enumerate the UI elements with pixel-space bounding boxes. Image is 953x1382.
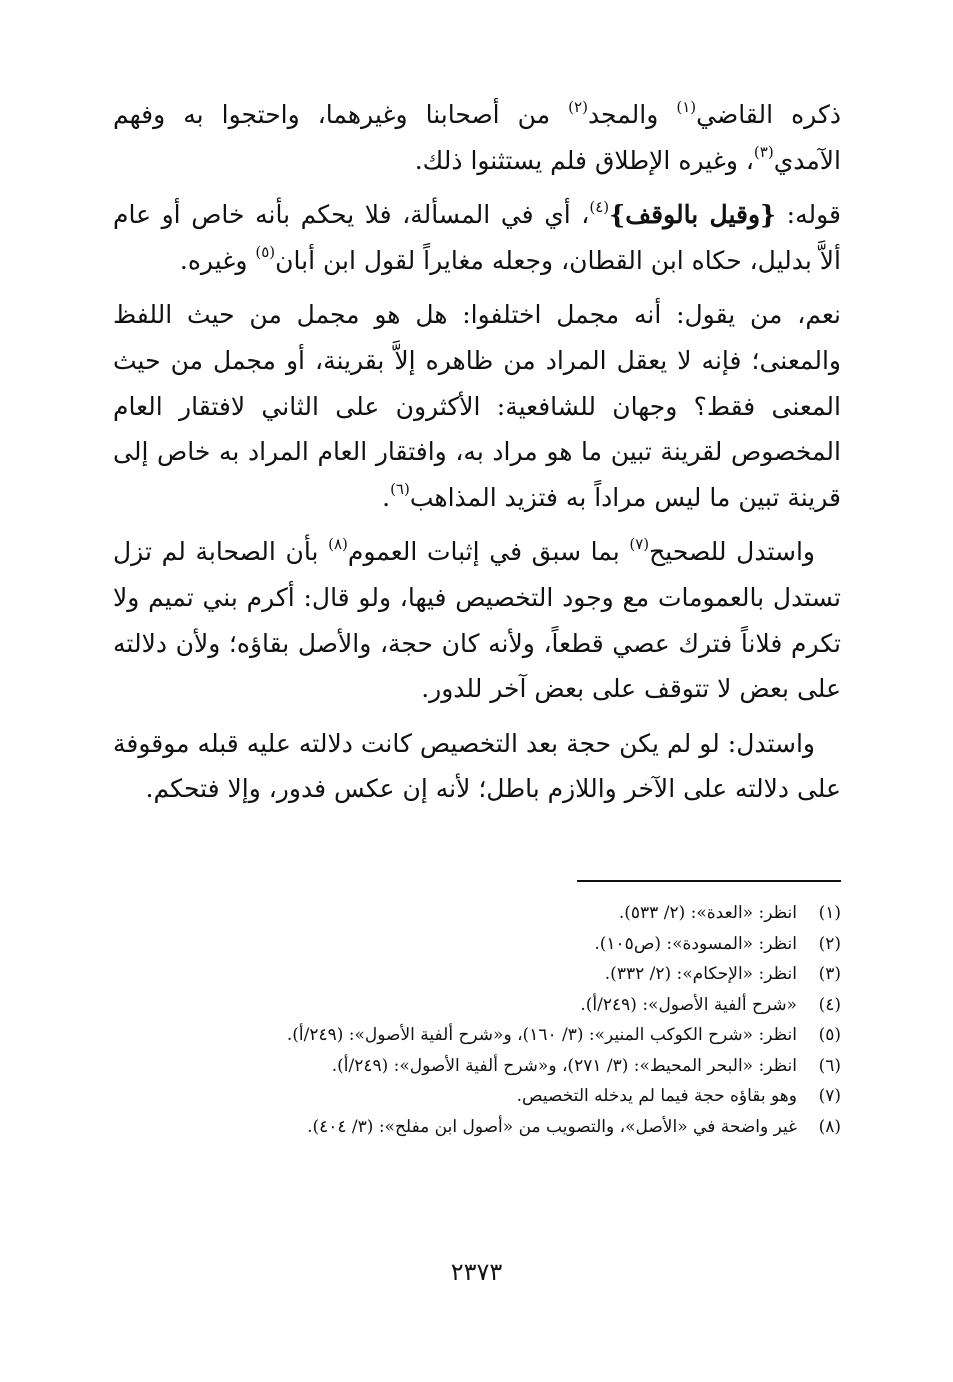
footnote bbox=[113, 1020, 841, 1051]
footnote-text: «شرح ألفية الأصول»: (٢٤٩/أ). bbox=[580, 994, 797, 1015]
footnote-text: انظر: «الإحكام»: (٢/ ٣٣٢). bbox=[604, 964, 797, 984]
footnote-text: انظر: «العدة»: (٢/ ٥٣٣). bbox=[618, 903, 797, 923]
paragraph-5: واستدل: لو لم يكن حجة بعد التخصيص كانت دلالته عليه قبله موقوفة على دلالته على الآخر واللازم باطل؛ لأنه إن عكس فدور، وإلا فتحكم. bbox=[113, 728, 841, 804]
footnote-number: (٥) bbox=[818, 1025, 841, 1045]
footnote-number: (٤) bbox=[818, 994, 841, 1015]
footnote bbox=[113, 1112, 841, 1143]
footnote-ref-7: (٧) bbox=[629, 535, 650, 554]
paragraph-3: نعم، من يقول: أنه مجمل اختلفوا: هل هو مجمل من حيث اللفظ والمعنى؛ فإنه لا يعقل المراد من ظاهره إلاَّ بقرينة، أو مجمل من حيث المعنى فقط؟ وجهان للشافعية: الأكثرون على الثاني لافتقار العام المخصوص لقرينة تبين ما هو مراد به، وافتقار العام المراد به خاص إلى قرينة تبين ما ليس مراداً به فتزيد المذاهب$^{(٦)}$. bbox=[113, 300, 841, 512]
main-text bbox=[113, 92, 841, 821]
footnote-text: غير واضحة في «الأصل»، والتصويب من «أصول ابن مفلح»: (٣/ ٤٠٤). bbox=[307, 1116, 797, 1137]
footnote-number: (٣) bbox=[818, 964, 841, 984]
footnote-ref-4: (٤) bbox=[589, 197, 610, 216]
footnotes bbox=[113, 898, 841, 1142]
footnote bbox=[113, 898, 841, 929]
footnote-text: انظر: «شرح الكوكب المنير»: (٣/ ١٦٠)، و«شرح ألفية الأصول»: (٢٤٩/أ). bbox=[286, 1025, 797, 1045]
footnote bbox=[113, 959, 841, 990]
footnote-text: انظر: «المسودة»: (ص١٠٥). bbox=[594, 933, 797, 954]
footnote bbox=[113, 1081, 841, 1112]
footnote-number: (١) bbox=[818, 903, 841, 923]
footnote-ref-1: (١) bbox=[676, 97, 697, 116]
footnote-ref-6: (٦) bbox=[390, 480, 410, 499]
footnote-number: (٧) bbox=[818, 1086, 841, 1106]
footnote-number: (٢) bbox=[818, 933, 841, 954]
footnote-separator bbox=[577, 880, 841, 882]
footnote-ref-2: (٢) bbox=[568, 97, 588, 116]
footnote-ref-5: (٥) bbox=[255, 243, 276, 262]
footnote-ref-8: (٨) bbox=[328, 535, 348, 554]
paragraph-2: قوله: {وقيل بالوقف}$^{(٤)}$، أي في المسألة، فلا يحكم بأنه خاص أو عام ألاَّ بدليل، حكاه ابن القطان، وجعله مغايراً لقول ابن أبان$^{(٥)}$ وغيره. bbox=[113, 197, 841, 275]
paragraph-4: واستدل للصحيح$^{(٧)}$ بما سبق في إثبات العموم$^{(٨)}$ بأن الصحابة لم تزل تستدل بالعمومات مع وجود التخصيص فيها، ولو قال: أكرم بني تميم ولا تكرم فلاناً فترك عصي قطعاً، ولأنه كان حجة، والأصل بقاؤه؛ ولأن دلالته على بعض لا تتوقف على بعض آخر للدور. bbox=[113, 535, 841, 704]
footnote bbox=[113, 1051, 841, 1082]
quoted-text: {وقيل بالوقف} bbox=[609, 200, 777, 230]
page-number: ٢٣٧٣ bbox=[450, 1258, 503, 1286]
footnote-number: (٦) bbox=[818, 1055, 841, 1076]
paragraph-1: ذكره القاضي$^{(١)}$ والمجد$^{(٢)}$ من أصحابنا وغيرهما، واحتجوا به وفهم الآمدي$^{(٣)}$، وغيره الإطلاق فلم يستثنوا ذلك. bbox=[113, 97, 841, 175]
footnote-text: وهو بقاؤه حجة فيما لم يدخله التخصيص. bbox=[516, 1086, 797, 1106]
footnote bbox=[113, 990, 841, 1021]
footnote-number: (٨) bbox=[818, 1116, 841, 1137]
footnote-text: انظر: «البحر المحيط»: (٣/ ٢٧١)، و«شرح ألفية الأصول»: (٢٤٩/أ). bbox=[331, 1055, 797, 1076]
footnote bbox=[113, 929, 841, 960]
footnote-ref-3: (٣) bbox=[753, 143, 774, 162]
